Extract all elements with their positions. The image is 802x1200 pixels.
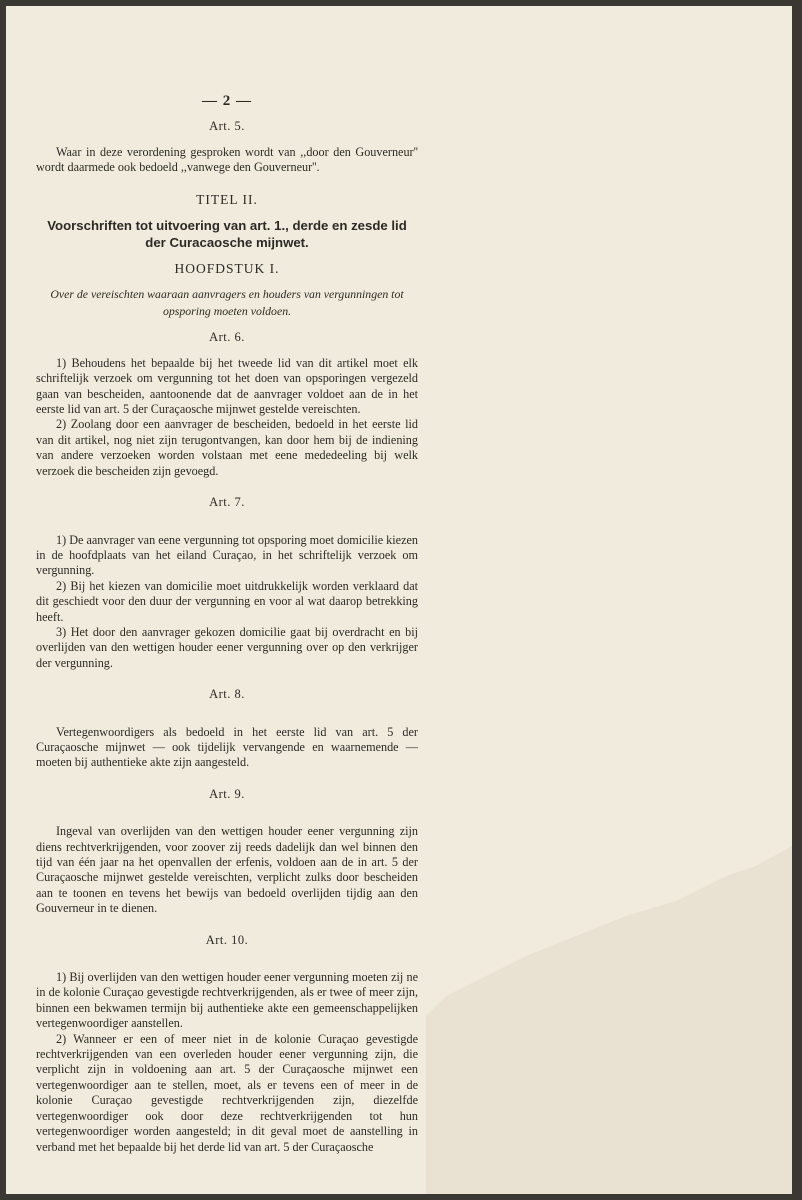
article-heading: Art. 7. <box>209 495 245 510</box>
article-heading: Art. 8. <box>209 687 245 702</box>
article-paragraph: 1) De aanvrager van eene vergunning tot opsporing moet domicilie kiezen in de hoofdplaats van het eiland Curaçao, in het schriftelijk verzoek om vergunning. <box>36 532 418 578</box>
chapter-subtitle: Over de vereischten waaraan aanvragers en houders van vergunningen tot opsporing moeten voldoen. <box>50 287 404 319</box>
article-paragraph: 1) Bij overlijden van den wettigen houder eener vergunning moeten zij ne in de kolonie Curaçao gevestigde rechtverkrijgenden, als er twee of meer zijn, binnen een bekwamen termijn bij authentieke akte een gemeenschappelijken vertegenwoordiger aanstellen. <box>36 970 418 1031</box>
article-text: Waar in deze verordening gesproken wordt van ,,door den Gouverneur'' wordt daarmede ook bedoeld ,,vanwege den Gouverneur''. <box>36 144 418 175</box>
chapter-heading: HOOFDSTUK I. <box>174 261 280 277</box>
title-heading: TITEL II. <box>196 191 258 207</box>
article-paragraph: 2) Bij het kiezen van domicilie moet uitdrukkelijk worden verklaard dat dit geschiedt voor den duur der vergunning en voor al wat daarop betrekking heeft. <box>36 578 418 624</box>
tear-edge-shape <box>426 806 792 1194</box>
article-paragraph: 2) Wanneer er een of meer niet in de kolonie Curaçao gevestigde rechtverkrijgenden van een overleden houder eener vergunning zijn, die verplicht zijn in voldoening aan art. 5 der Curaçaosche mijnwet een vertegenwoordiger aan te stellen, moet, als er tevens een of meer in de kolonie Curaçao gevestigde rechtverkrijgenden zijn, diezelfde vertegenwoordiger ook door deze rechtverkrijgenden tot hun vertegenwoordiger worden aangesteld; in dit geval moet de aanstelling in verband met het bepaalde bij het derde lid van art. 5 der Curaçaosche <box>36 1031 418 1154</box>
article-paragraph: 2) Zoolang door een aanvrager de bescheiden, bedoeld in het eerste lid van dit artikel, nog niet zijn terugontvangen, kan door hem bij de indiening van andere verzoeken worden volstaan met eene mededeeling bij welk verzoek die bescheiden zijn gevoegd. <box>36 417 418 478</box>
document-page <box>6 6 792 1194</box>
article-paragraph: 1) Behoudens het bepaalde bij het tweede lid van dit artikel moet elk schriftelijk verzoek om vergunning tot het doen van opsporingen vergezeld gaan van bescheiden, aantoonende dat de aanvrager voldoet aan de in het eerste lid van art. 5 der Curaçaosche mijnwet gestelde vereischten. <box>36 355 418 417</box>
article-heading: Art. 10. <box>205 932 249 947</box>
article-heading: Art. 6. <box>209 330 245 345</box>
article-heading: Art. 5. <box>209 119 245 134</box>
article-paragraph: 3) Het door den aanvrager gekozen domicilie gaat bij overdracht en bij overlijden van den wettigen houder eener vergunning over op den verkrijger der vergunning. <box>36 624 418 670</box>
section-title: Voorschriften tot uitvoering van art. 1., derde en zesde lid der Curacaosche mijnwet. <box>47 218 407 251</box>
article-heading: Art. 9. <box>209 786 245 801</box>
page-number: — 2 — <box>202 93 252 109</box>
article-paragraph: Vertegenwoordigers als bedoeld in het eerste lid van art. 5 der Curaçaosche mijnwet — ook tijdelijk vervangende en waarnemende — moeten bij authentieke akte zijn aangesteld. <box>36 724 418 770</box>
article-paragraph: Ingeval van overlijden van den wettigen houder eener vergunning zijn diens rechtverkrijgenden, voor zoover zij reeds dadelijk dan wel binnen den tijd van één jaar na het openvallen der erfenis, voldoen aan de in art. 5 der Curaçaosche mijnwet gestelde vereischten, verplicht zulks door bescheiden aan te toonen en tevens het bewijs van bedoeld overlijden tijdig aan den Gouverneur in te dienen. <box>36 824 418 916</box>
document-body <box>36 94 418 1155</box>
torn-paper-area <box>426 806 792 1194</box>
